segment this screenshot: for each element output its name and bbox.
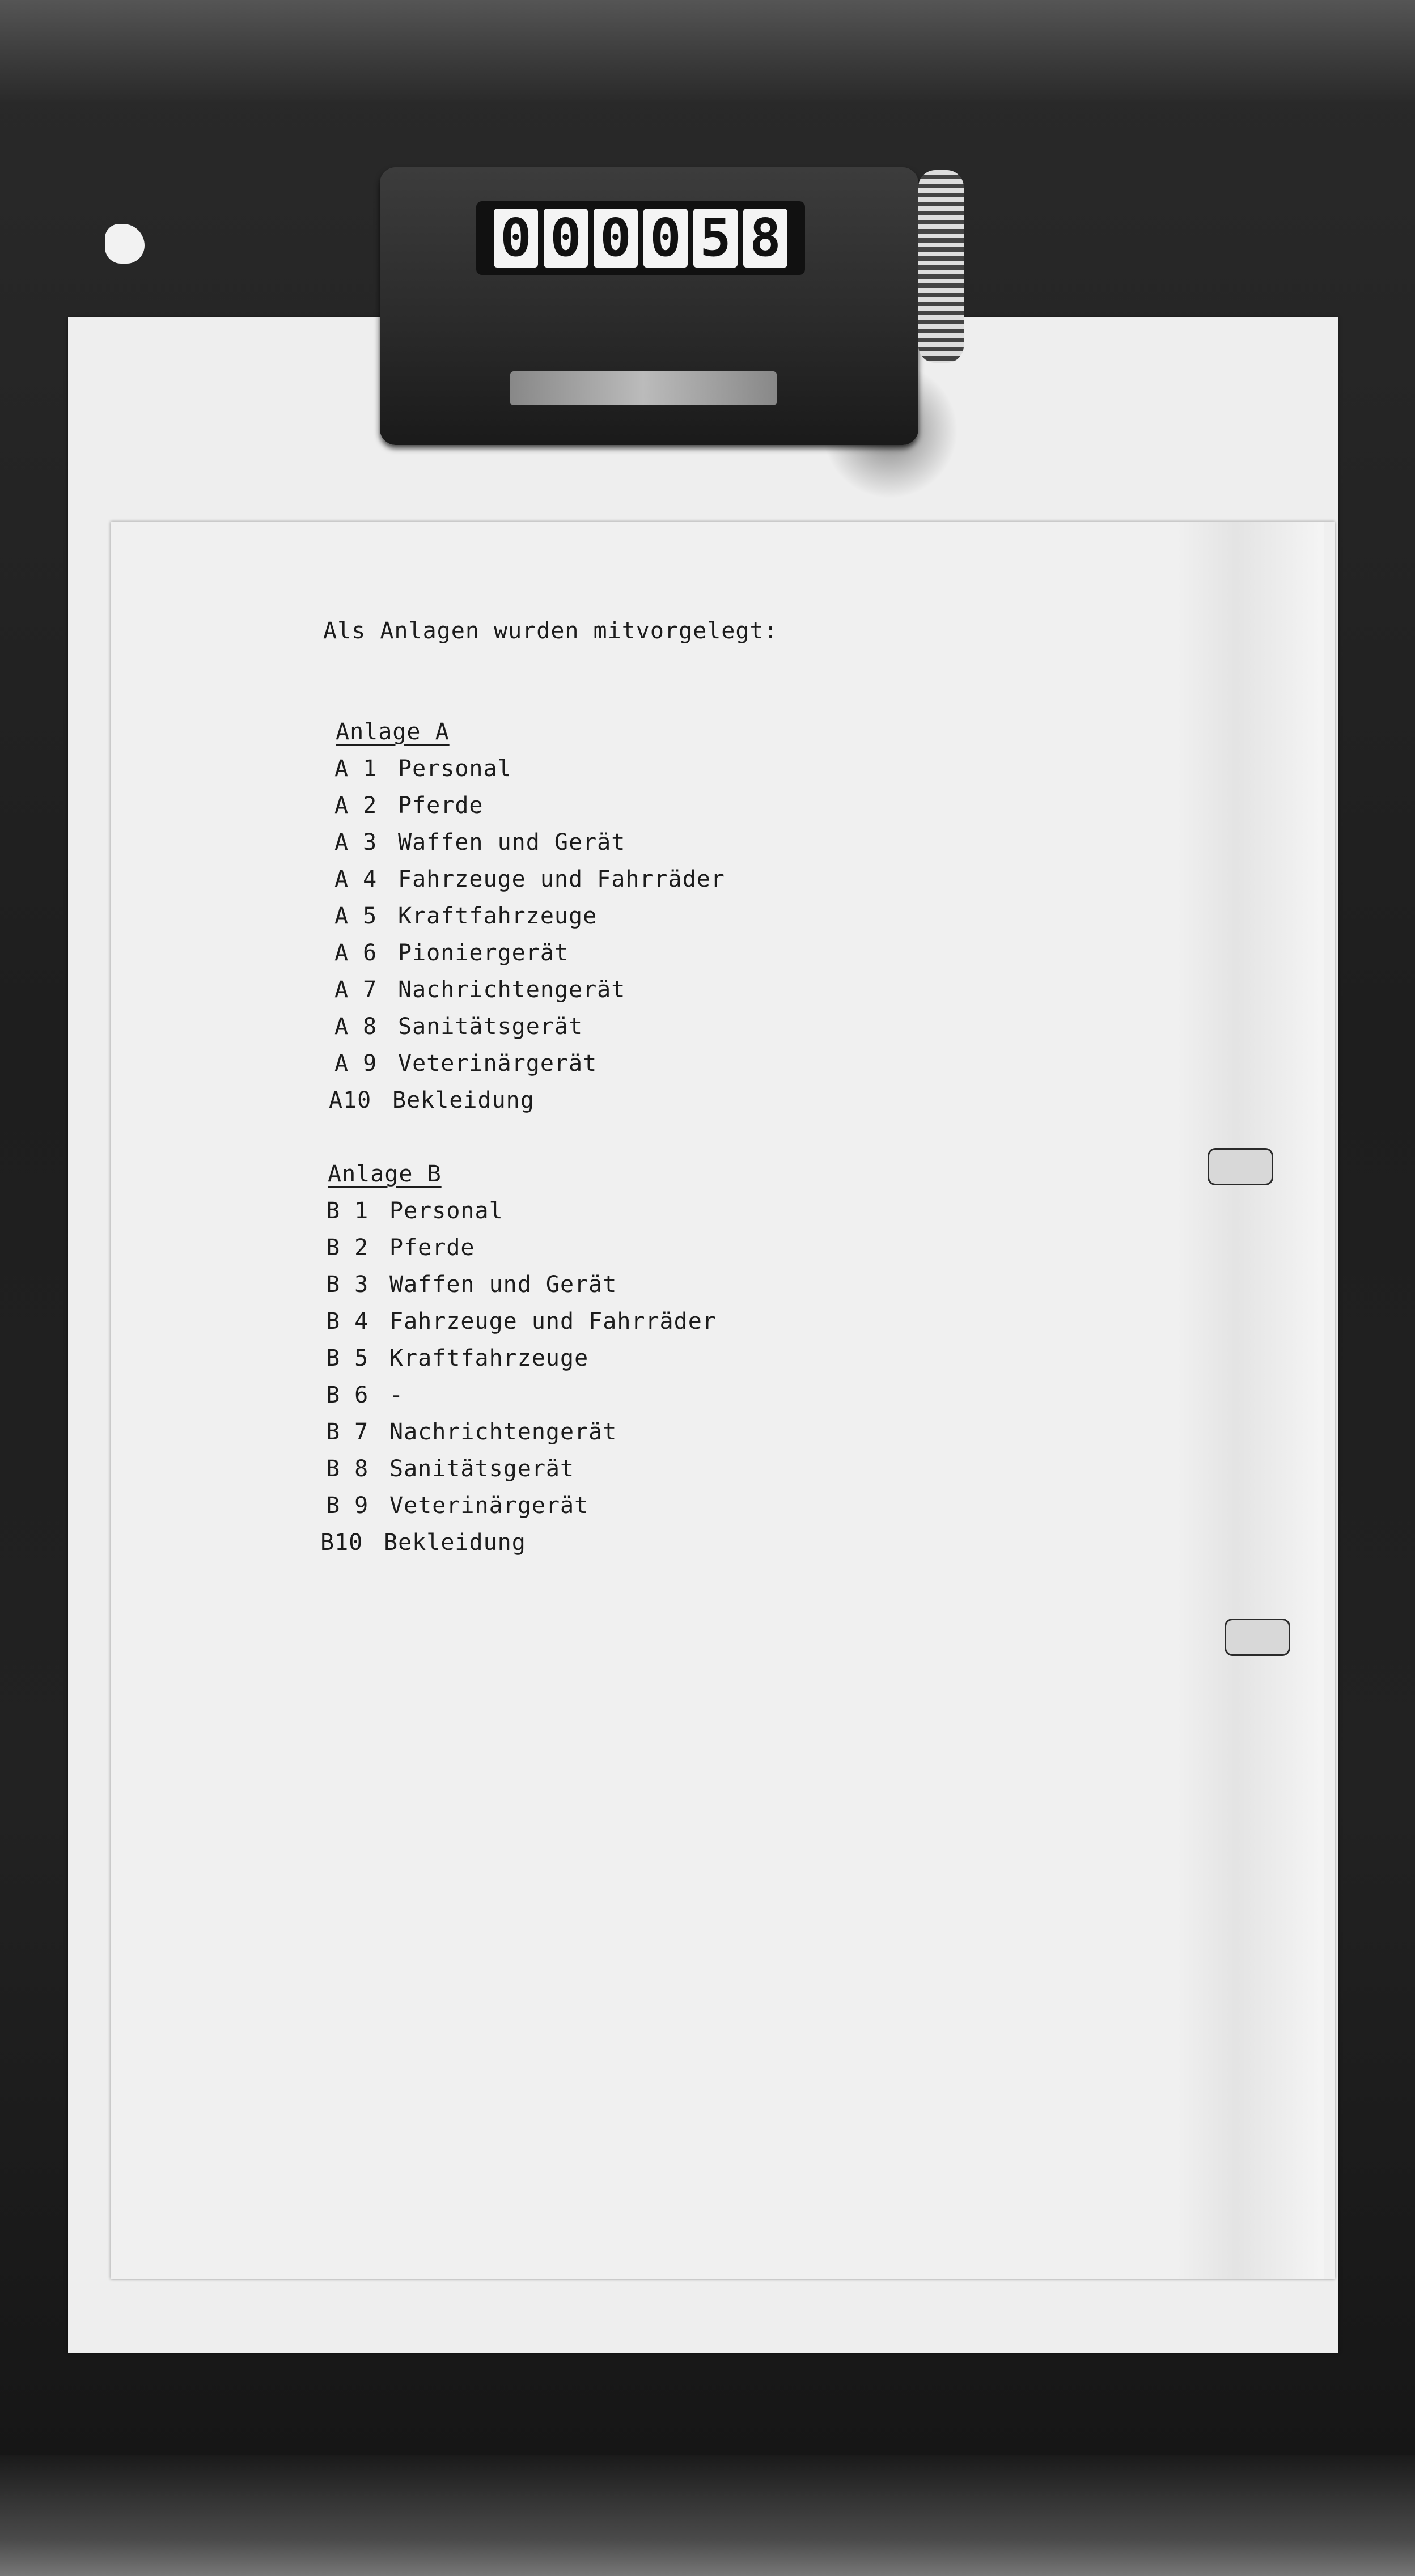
list-item xyxy=(326,1198,503,1224)
item-label: Personal xyxy=(389,1198,503,1224)
item-label: Pioniergerät xyxy=(398,940,569,966)
item-code: B10 xyxy=(320,1530,363,1556)
item-code: B 7 xyxy=(326,1419,369,1445)
item-label: Pferde xyxy=(398,793,484,819)
item-label: Veterinärgerät xyxy=(398,1050,598,1077)
list-item xyxy=(326,1382,404,1408)
item-code: A 9 xyxy=(334,1050,378,1077)
document-page xyxy=(111,522,1335,2279)
list-item xyxy=(334,829,625,855)
item-label: Nachrichtengerät xyxy=(398,977,626,1003)
item-code: B 4 xyxy=(326,1308,369,1334)
item-label: Bekleidung xyxy=(392,1087,535,1113)
paper-clip xyxy=(1225,1619,1290,1656)
item-label: Personal xyxy=(398,756,512,782)
item-code: A 6 xyxy=(334,940,378,966)
list-item xyxy=(326,1345,588,1371)
item-label: Kraftfahrzeuge xyxy=(398,903,598,929)
item-label: Kraftfahrzeuge xyxy=(389,1345,589,1371)
item-code: A 2 xyxy=(334,793,378,819)
item-code: B 6 xyxy=(326,1382,369,1408)
list-item xyxy=(326,1456,574,1482)
counter-digit: 8 xyxy=(743,209,787,268)
list-item xyxy=(326,1493,588,1519)
list-item xyxy=(329,1087,535,1113)
item-code: A 5 xyxy=(334,903,378,929)
list-item xyxy=(326,1235,475,1261)
item-label: Fahrzeuge und Fahrräder xyxy=(398,866,725,892)
item-code: A 3 xyxy=(334,829,378,855)
item-label: Pferde xyxy=(389,1235,475,1261)
counter-nameplate xyxy=(510,371,777,405)
item-label: Bekleidung xyxy=(384,1530,526,1556)
list-item xyxy=(334,1014,583,1040)
film-edge-bottom xyxy=(0,2455,1415,2576)
item-label: Sanitätsgerät xyxy=(389,1456,575,1482)
item-label: Sanitätsgerät xyxy=(398,1014,583,1040)
frame-counter-window xyxy=(476,201,805,275)
list-item xyxy=(326,1272,617,1298)
item-code: A 8 xyxy=(334,1014,378,1040)
list-item xyxy=(334,977,625,1003)
item-code: A10 xyxy=(329,1087,372,1113)
counter-digit: 0 xyxy=(643,209,688,268)
item-label: Waffen und Gerät xyxy=(398,829,626,855)
item-label: Veterinärgerät xyxy=(389,1493,589,1519)
item-code: B 9 xyxy=(326,1493,369,1519)
item-code: B 8 xyxy=(326,1456,369,1482)
list-item xyxy=(334,940,569,966)
frame-counter-device xyxy=(380,167,918,445)
counter-digit: 0 xyxy=(544,209,588,268)
item-label: Nachrichtengerät xyxy=(389,1419,617,1445)
item-code: B 1 xyxy=(326,1198,369,1224)
section-heading-a: Anlage A xyxy=(336,719,450,745)
paper-clip xyxy=(1208,1148,1273,1185)
page-fold-shadow xyxy=(1176,522,1324,2279)
item-code: A 4 xyxy=(334,866,378,892)
list-item xyxy=(334,756,512,782)
item-label: Fahrzeuge und Fahrräder xyxy=(389,1308,717,1334)
film-edge-top xyxy=(0,0,1415,102)
item-code: A 1 xyxy=(334,756,378,782)
list-item xyxy=(334,866,725,892)
counter-digit: 0 xyxy=(494,209,538,268)
counter-digit: 5 xyxy=(693,209,738,268)
item-label: Waffen und Gerät xyxy=(389,1272,617,1298)
list-item xyxy=(334,793,484,819)
counter-knob xyxy=(918,170,964,363)
list-item xyxy=(334,1050,597,1077)
item-code: B 5 xyxy=(326,1345,369,1371)
list-item xyxy=(326,1308,717,1334)
item-code: A 7 xyxy=(334,977,378,1003)
list-item xyxy=(326,1419,617,1445)
film-speck xyxy=(105,224,145,264)
counter-digit: 0 xyxy=(594,209,638,268)
item-code: B 3 xyxy=(326,1272,369,1298)
intro-line: Als Anlagen wurden mitvorgelegt: xyxy=(323,618,778,644)
section-heading-b: Anlage B xyxy=(328,1161,442,1187)
list-item xyxy=(334,903,597,929)
item-label: - xyxy=(389,1382,404,1408)
list-item xyxy=(320,1530,526,1556)
item-code: B 2 xyxy=(326,1235,369,1261)
